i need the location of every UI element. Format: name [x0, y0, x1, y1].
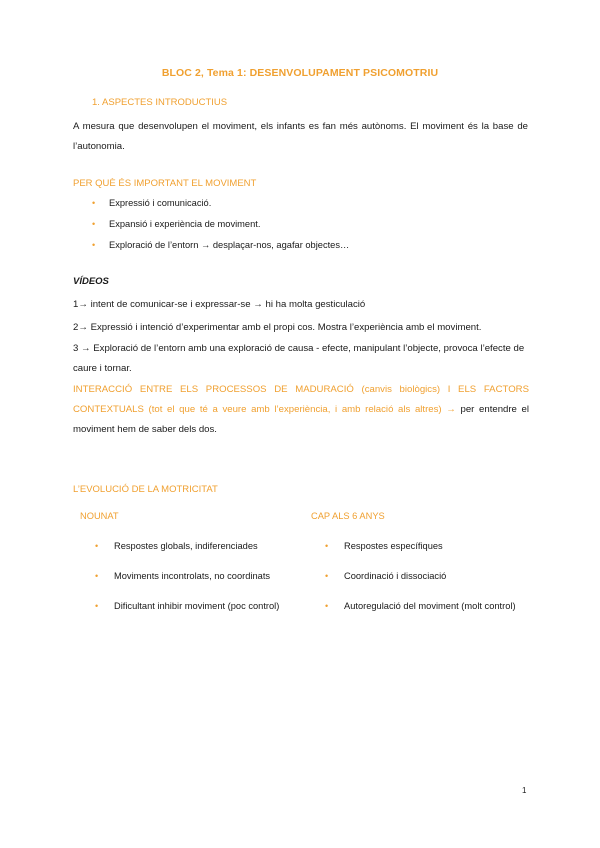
list-item: • Autoregulació del moviment (molt control): [325, 601, 516, 611]
list-item: • Coordinació i dissociació: [325, 571, 447, 581]
list-item: • Expansió i experiència de moviment.: [109, 214, 349, 235]
section-heading-evolucio: L’EVOLUCIÓ DE LA MOTRICITAT: [73, 484, 218, 495]
column-heading-nounat: NOUNAT: [80, 511, 119, 521]
list-item: • Dificultant inhibir moviment (poc control): [95, 601, 280, 611]
interaccio-highlight: INTERACCIÓ ENTRE ELS PROCESSOS DE MADURACIÓ (canvis biològics) I ELS FACTORS CONTEXTUALS (tot el que té a veure amb l’experiència, i amb relació als altres) →: [73, 384, 529, 415]
list-item: • Moviments incontrolats, no coordinats: [95, 571, 271, 581]
list-item: • Respostes específiques: [325, 541, 443, 551]
list-item: • Exploració de l’entorn → desplaçar-nos, agafar objectes…: [109, 235, 349, 256]
intro-paragraph: A mesura que desenvolupen el moviment, els infants es fan més autònoms. El moviment és la base de l’autonomia.: [73, 121, 528, 152]
moviment-bullet-list: [109, 193, 349, 256]
video-note-3: 3 → Exploració de l’entorn amb una exploració de causa - efecte, manipulant l’objecte, provoca l’efecte de caure i tornar.: [73, 343, 525, 374]
page-title: BLOC 2, Tema 1: DESENVOLUPAMENT PSICOMOTRIU: [161, 67, 439, 79]
video-note-1: 1→ intent de comunicar-se i expressar-se → hi ha molta gesticulació: [73, 299, 366, 310]
video-note-2: 2→ Expressió i intenció d’experimentar amb el propi cos. Mostra l’experiència amb el moviment.: [73, 322, 482, 333]
interaccio-paragraph: [73, 380, 529, 440]
videos-heading: VÍDEOS: [73, 276, 109, 287]
section-heading-aspectes: 1. ASPECTES INTRODUCTIUS: [92, 97, 228, 108]
list-item: • Expressió i comunicació.: [109, 193, 349, 214]
list-item: • Respostes globals, indiferenciades: [95, 541, 258, 551]
page-number: 1: [522, 786, 527, 795]
column-heading-6-anys: CAP ALS 6 ANYS: [311, 511, 385, 521]
section-heading-moviment: PER QUÈ ÉS IMPORTANT EL MOVIMENT: [73, 178, 257, 189]
interaccio-rest: per entendre el moviment hem de saber dels dos.: [73, 404, 530, 435]
